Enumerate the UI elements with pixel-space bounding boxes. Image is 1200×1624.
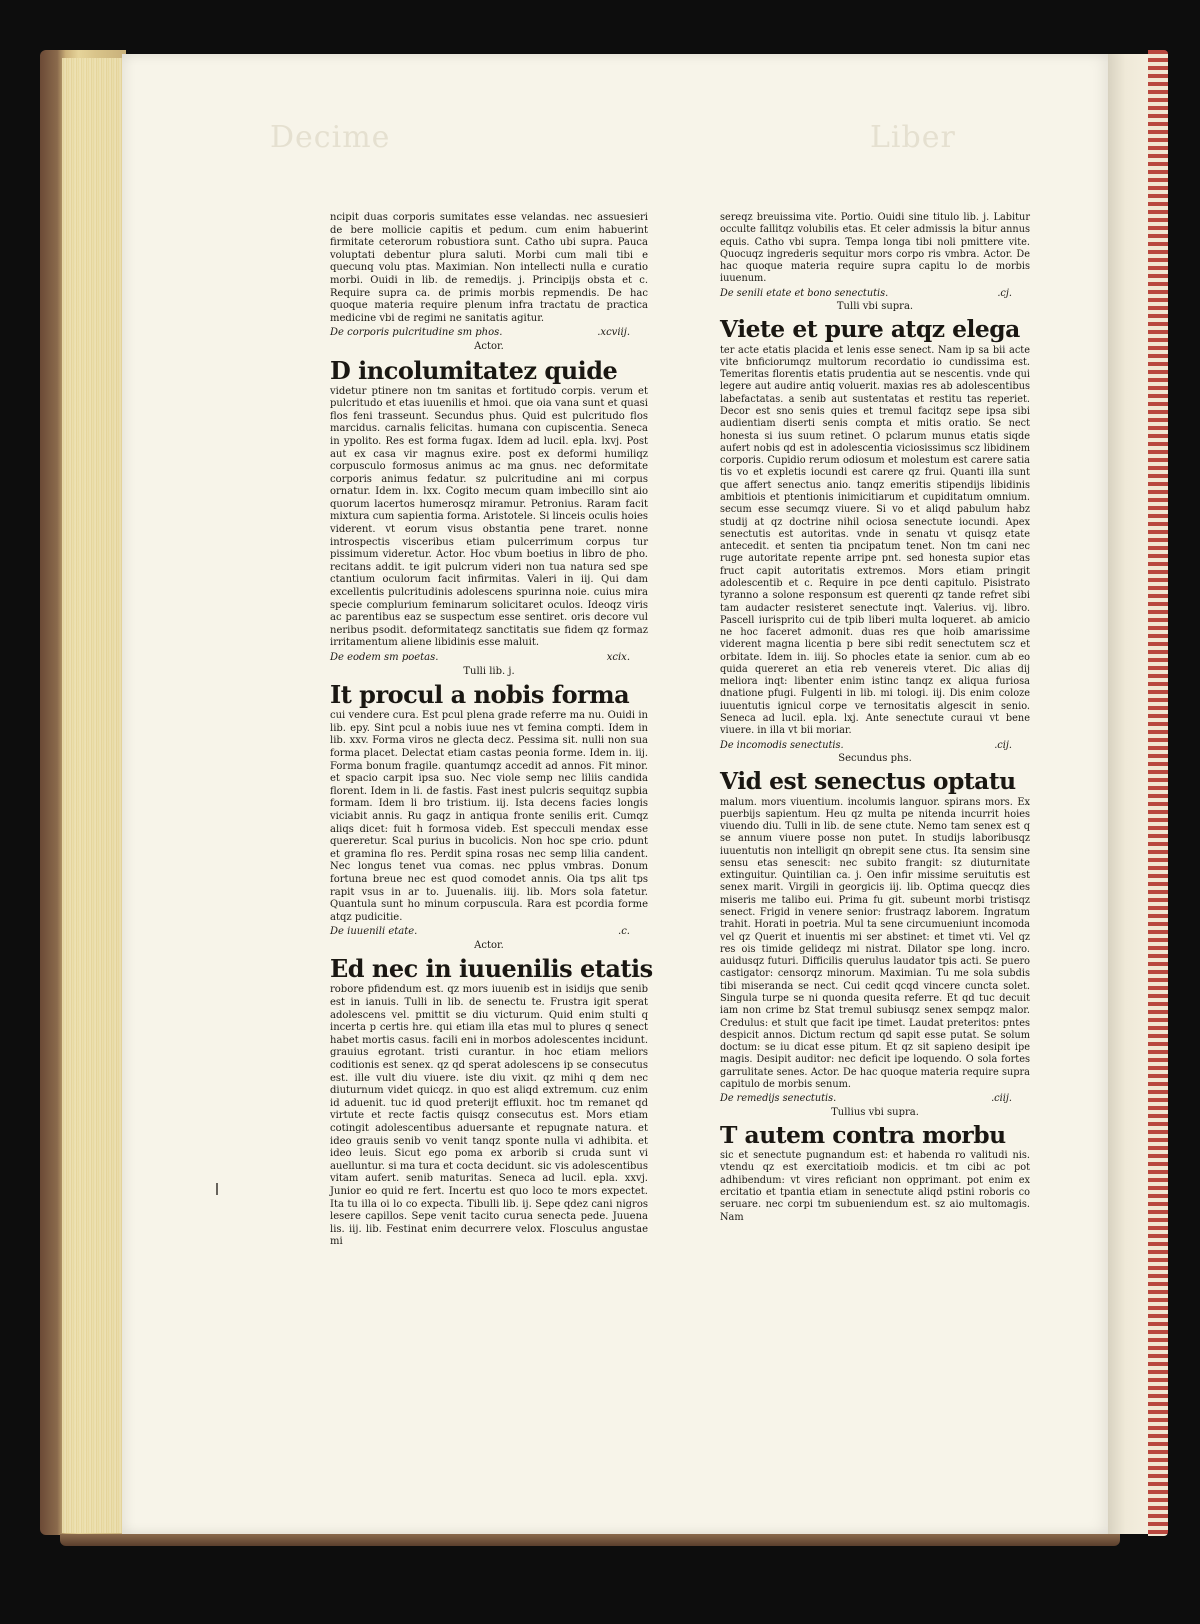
paragraph: malum. mors viuentium. incolumis languor. spirans mors. Ex puerbijs sapientum. Heu qz multa pe nitenda incurrit hoies viuendo diu. Tulli in lib. de sene ctute. Nemo tam senex est q se annum viuere posse non putet. In studijs laboribusqz iuuentutis non intelligit qn obrepit sene ctus. Ita sensim sine sensu etas senescit: nec subito frangit: sz diuturnitate extinguitur. Quintilian ca. j. Oen infir missime seruitutis est senex marit. Virgili in georgicis iij. lib. Optima quecqz dies miseris me talibo eui. Prima fu git. subeunt morbi tristisqz senect. Frigid in venere senior: frustraqz laborem. Ingratum trahit. Horati in poetria. Mul ta sene circumueniunt incomoda vel qz Querit et inuentis mi ser abstinet: et timet vti. Vel qz res ois timide gelideqz mi nistrat. Dilator spe long. incro. auidusqz futuri. Difficilis querulus laudator tpis acti. Se puero castigator: censorqz minorum. Maximian. Tu me sola subdis tibi miseranda se nect. Cui cedit qcqd vincere cuncta solet. Singula turpe se ni quonda quesita referre. Et qd tuc decuit iam non crime bz Stat tremul subiusqz senex sempqz malor. Credulus: et stult que facit ipe timet. Laudat preteritos: pntes despicit annos. Dictum rectum qd sapit esse putat. Se solum doctum: se iu dicat esse pitum. Et qz sit sapieno desipit ipe magis. Desipit auditor: nec deficit ipe loquendo. O sola fortes garrulitate senes. Actor. De hac quoque materia require supra capitulo de morbis senum. xyxy=(720,796,1030,1090)
chapter-number: .c. xyxy=(618,926,630,938)
text-column-left xyxy=(330,212,653,1249)
chapter-title: De remedijs senectutis. xyxy=(720,1093,837,1105)
display-heading: Vid est senectus optatu xyxy=(720,767,1016,796)
facing-page-edge xyxy=(1108,54,1152,1534)
chapter-number: .cj. xyxy=(997,287,1012,299)
running-head-right: Liber xyxy=(870,120,956,155)
source-label: Tulli lib. j. xyxy=(463,665,515,677)
chapter-caption xyxy=(330,652,648,665)
chapter-title: De iuuenili etate. xyxy=(330,926,418,938)
display-heading: D incolumitatez quide xyxy=(330,355,618,385)
paragraph: sereqz breuissima vite. Portio. Ouidi sine titulo lib. j. Labitur occulte fallitqz volubilis etas. Et celer admissis la bitur annus equis. Catho vbi supra. Tempa longa tibi noli pmittere vite. Quocuqz ingrederis sequitur mors corpo ris vmbra. Actor. De hac quoque materia require supra capitu lo de morbis iuuenum. xyxy=(720,212,1030,285)
chapter-number: xcix. xyxy=(606,652,630,663)
paragraph: videtur ptinere non tm sanitas et fortitudo corpis. verum et pulcritudo et etas iuuenilis et hmoi. que oia vana sunt et quasi flos feni trasseunt. Secundus phus. Quid est pulcritudo flos marcidus. carnalis felicitas. humana con cupiscentia. Seneca in ypolito. Res est forma fugax. Idem ad lucil. epla. lxvj. Post aut ex casa vir magnus exire. post ex deformi humiliqz corpusculo formosus animus ac ma gnus. nec deformitate corporis animus fedatur. sz pulcritudine ani mi corpus ornatur. Idem in. lxx. Cogito mecum quam imbecillo sint aio quorum lacertos humerosqz miramur. Petronius. Raram facit mixtura cum sapientia forma. Aristotele. Si linceis oculis hoies viderent. vt eorum visus obstantia pene traret. nonne introspectis visceribus etiam pulcerrimum corpus tur pissimum videretur. Actor. Hoc vbum boetius in libro de pho. recitans addit. te igit pulcrum videri non tua natura sed spe ctantium oculorum facit infirmitas. Valeri in iij. Qui dam excellentis pulcritudinis adolescens spurinna noie. cuius mira specie complurium feminarum solicitaret oculos. Ideoqz viris ac parentibus eaz se suspectum esse sentiret. oris decore vul neribus psodit. deformitateqz sanctitatis sue fidem qz formaz irritamentum aliene libidinis esse maluit. xyxy=(330,385,648,649)
display-heading: T autem contra morbu xyxy=(720,1120,1006,1149)
display-heading: Ed nec in iuuenilis etatis xyxy=(330,954,653,984)
chapter-caption xyxy=(330,926,648,939)
source-label: Tulli vbi supra. xyxy=(836,300,914,312)
chapter-caption xyxy=(720,740,1030,752)
chapter-title: De corporis pulcritudine sm phos. xyxy=(330,327,503,339)
book-bottom-edge xyxy=(60,1534,1120,1546)
paragraph: robore pfidendum est. qz mors iuuenib est in isidijs que senib est in ianuis. Tulli in lib. de senectu te. Frustra igit sperat adolescens vel. pmittit se diu victurum. Quid enim stulti q incerta p certis hre. qui etiam illa etas mul to plures q senect habet mortis casus. facili eni in morbos adolescentes incidunt. grauius egrotant. tristi curantur. in hoc etiam meliors coditionis est senex. qz qd sperat adolescens ip se consecutus est. ille vult diu viuere. iste diu vixit. qz mihi q dem nec diuturnum videt quicqz. in quo est aliqd extremum. cuz enim id aduenit. tuc id quod preterijt effluxit. hoc tm remanet qd virtute et recte factis quisqz consecutus est. Mors etiam cotingit adolescentibus aduersante et repugnate natura. et ideo grauis senib vo venit tanqz sponte nulla vi adhibita. et ideo leuis. Sicut ego poma ex arborib si cruda sunt vi auelluntur. si ma tura et cocta decidunt. sic vis adolescentibus vitam aufert. senib maturitas. Seneca ad lucil. epla. xxvj. Junior eo quid re fert. Incertu est quo loco te mors expectet. Ita tu illa oi lo co expecta. Tibulli lib. ij. Sepe qdez cani nigros lesere capillos. Sepe venit tacito curua senecta pede. Juuena lis. iij. lib. Festinat enim decurrere velox. Flosculus angustae mi xyxy=(330,984,648,1248)
paragraph: ter acte etatis placida et lenis esse senect. Nam ip sa bii acte vite bnficiorumqz multorum recordatio io cundissima est. Temeritas florentis etatis prudentia aut se nescentis. vnde qui legere aut audire antiq voluerit. maxias res ab adolescentibus labefactatas. a senib aut sustentatas et restitu tas reperiet. Decor est sno senis quies et tremul facitqz sepe ipsa sibi audientiam diserti senis compta et mitis oratio. Se nect honesta si ius suum retinet. O pclarum munus etatis siqde aufert nobis qd est in adolescentia viciosissimus scz libidinem corporis. Cupidio rerum odiosum et molestum est carere satia tis vo et expletis iocundi est carere qz frui. Quanti illa sunt que affert senectus anio. tanqz emeritis stipendijs libidinis ambitiois et ptentionis inimicitiarum et cupiditatum omnium. secum esse secumqz viuere. Si vo et aliqd pabulum habz studij at qz doctrine nihil ociosa senectute iocundi. Apex senectutis est autoritas. vnde in senatu vt quisqz etate antecedit. et senten tia pncipatum tenet. Non tm cani nec ruge autoritate repente arripe pnt. sed honesta supior etas fruct capit autoritatis extremos. Mors etiam pringit adolescentib et c. Require in pce denti capitulo. Pisistrato tyranno a solone responsum est querenti qz tande refret sibi tam audacter resisteret senectute inqt. Valerius. vij. libro. Pascell iurisprito cui de tpib liberi multa loqueret. ab amicio ne hoc faceret admonit. duas res que hoib amarissime viderent magna licentia p bere sibi redit senectutem scz et orbitate. Idem in. iiij. So phocles etate ia senior. cum ab eo quida quereret an etia reb venereis vteret. Dic alias dij meliora inqt: libenter enim istinc tanqz ex aliqua furiosa dnatione pfugi. Fulgenti in lib. mi tologi. iij. Dis enim coloze iuuentutis ignicul corpe ve ternositatis algescit in senio. Seneca ad lucil. epla. lxj. Ante senectute curaui vt bene viuere. in illa vt bii moriar. xyxy=(720,344,1030,737)
paragraph: cui vendere cura. Est pcul plena grade referre ma nu. Ouidi in lib. epy. Sint pcul a nobis iuue nes vt femina compti. Idem in lib. xxv. Forma viros ne glecta decz. Pessima sit. nulli non sua forma placet. Delectat etiam castas peonia forme. Idem in. iij. Forma bonum fragile. quantumqz accedit ad annos. Fit minor. et spacio carpit ipsa suo. Nec viole semp nec liliis candida florent. Idem in li. de fastis. Fast inest pulcris sequitqz supbia formam. Idem li bro tristium. iij. Ista decens facies longis viciabit annis. Ru gaqz in antiqua fronte senilis erit. Cumqz aliqs dicet: fuit h formosa videb. Est specculi mendax esse quereretur. Scal purius in bucolicis. Non hoc spe crio. pdunt et gramina flo res. Perdit spina rosas nec semp lilia candent. Nec longus tenet vua comas. nec pplus vmbras. Donum fortuna breue nec est quod comodet annis. Oia tps alit tps rapit vsus in ar to. Juuenalis. iiij. lib. Mors sola fatetur. Quantula sunt ho minum corpuscula. Rara est pcordia forme atqz pudicitie. xyxy=(330,710,648,923)
chapter-number: .xcviij. xyxy=(597,327,630,339)
source-label: Tullius vbi supra. xyxy=(831,1106,919,1118)
chapter-number: .cij. xyxy=(994,739,1012,751)
chapter-number: .ciij. xyxy=(991,1093,1012,1105)
chapter-caption xyxy=(330,327,648,340)
source-label: Actor. xyxy=(474,939,504,951)
display-heading: It procul a nobis forma xyxy=(330,680,630,710)
chapter-title: De senili etate et bono senectutis. xyxy=(720,287,889,299)
source-label: Secundus phs. xyxy=(838,752,912,764)
chapter-title: De eodem sm poetas. xyxy=(330,652,439,663)
text-column-right xyxy=(720,212,1030,1224)
chapter-caption xyxy=(720,1093,1030,1105)
chapter-title: De incomodis senectutis. xyxy=(720,739,844,751)
paragraph: sic et senectute pugnandum est: et habenda ro valitudi nis. vtendu qz est exercitatioib modicis. et tm cibi ac pot adhibendum: vt vires reficiant non opprimant. pot enim ex ercitatio et tpantia etiam in senectute aliqd pstini roboris co seruare. nec corpi tm subueniendum est. sz aio multomagis. Nam xyxy=(720,1150,1030,1223)
chapter-caption xyxy=(720,288,1030,300)
running-head-left: Decime xyxy=(270,120,391,155)
paragraph: ncipit duas corporis sumitates esse velandas. nec assuesieri de bere mollicie capitis et pedum. cum enim habuerint firmitate ceterorum robustiora sunt. Catho ubi supra. Pauca voluptati debentur plura saluti. Morbi cum mali tibi e quecunq volu ptas. Maximian. Non intellecti nulla e curatio morbi. Ouidi in lib. de remedijs. j. Principijs obsta et c. Require supra ca. de primis morbis repmendis. De hac quoque materia require plenum infra tractatu de practica medicine vbi de regimi ne sanitatis agitur. xyxy=(330,212,648,324)
margin-mark xyxy=(216,1183,218,1195)
display-heading: Viete et pure atqz elega xyxy=(720,315,1020,344)
headband-ribbon xyxy=(1148,50,1168,1536)
source-label: Actor. xyxy=(474,340,504,352)
